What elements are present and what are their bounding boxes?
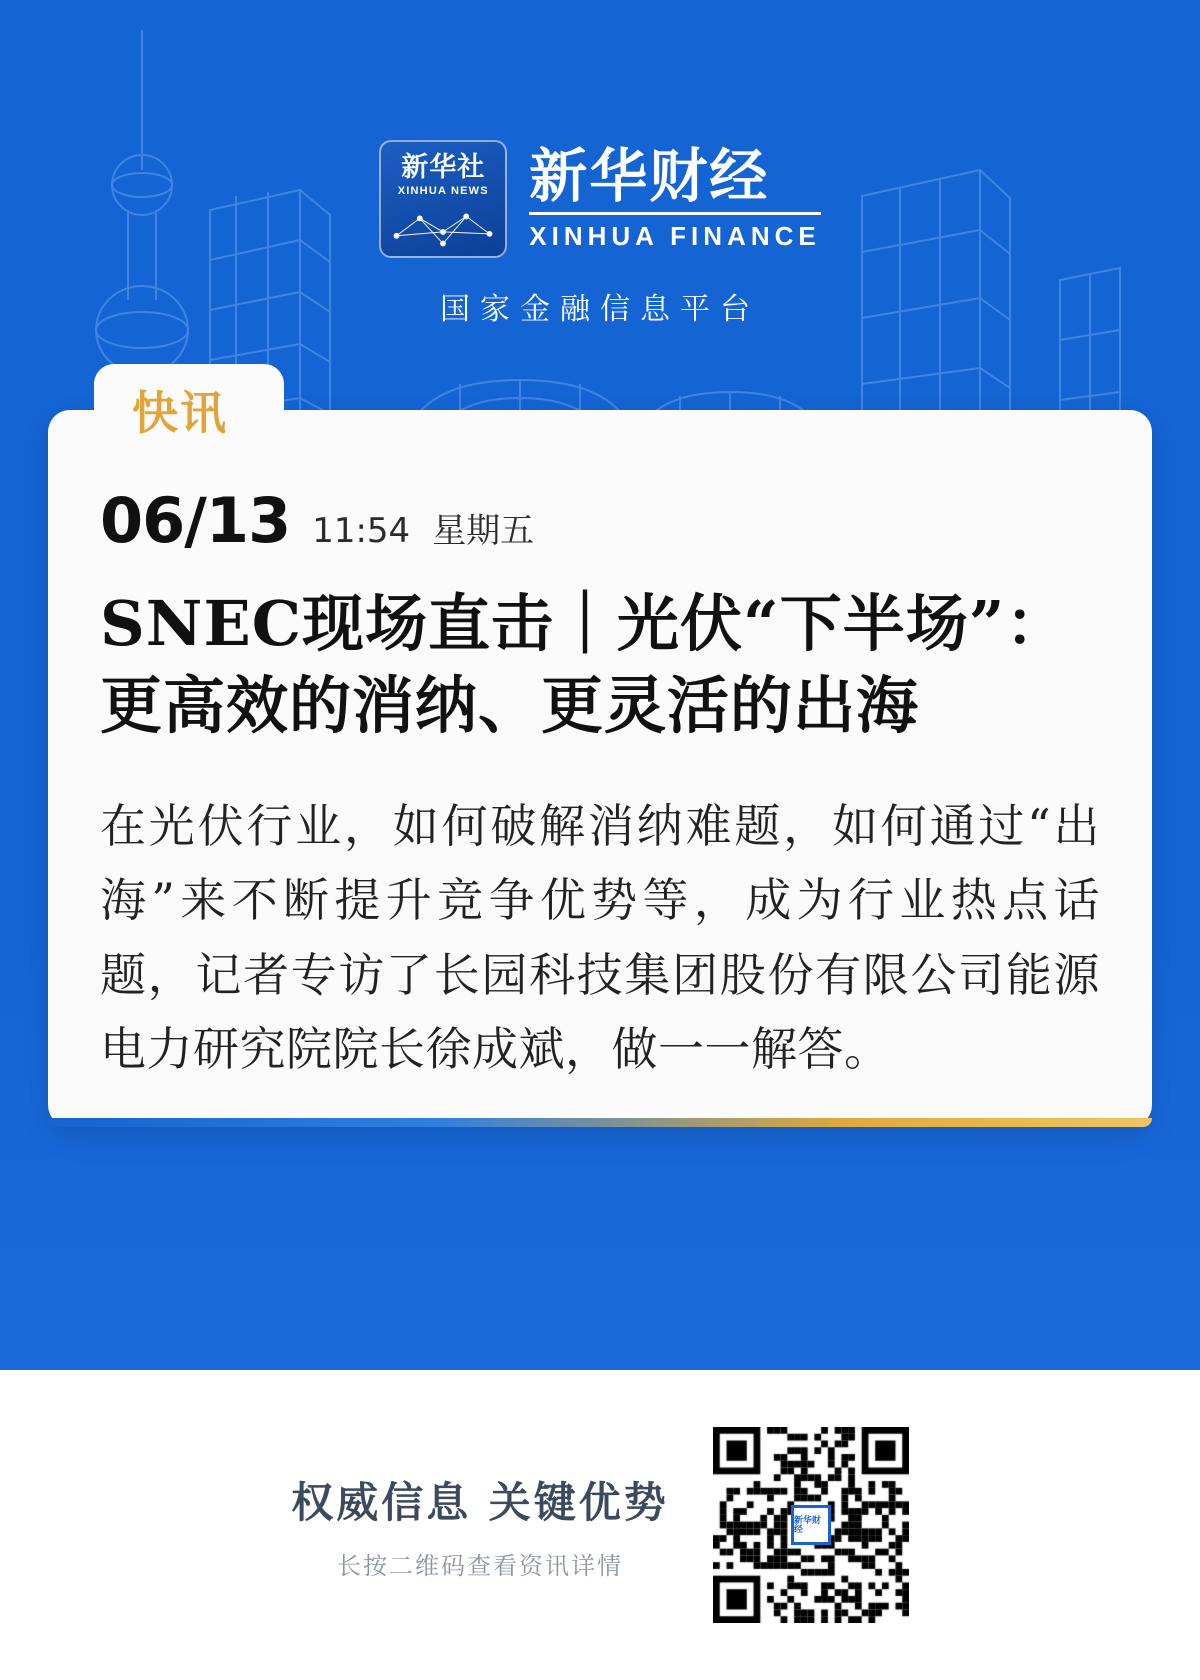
- headline: SNEC现场直击｜光伏“下半场”：更高效的消纳、更灵活的出海: [100, 587, 1069, 742]
- footer: [0, 1370, 1200, 1680]
- logo-badge-cn: 新华社: [401, 152, 486, 182]
- footer-text-block: [291, 1470, 669, 1581]
- flash-tag-label: 快讯: [132, 386, 228, 440]
- xinhua-finance-wordmark: [529, 141, 821, 253]
- wordmark-cn: 新华财经: [529, 141, 770, 210]
- qr-code[interactable]: [713, 1427, 909, 1623]
- logo-badge-en: XINHUA NEWS: [397, 185, 489, 197]
- publish-weekday: 星期五: [432, 512, 535, 550]
- card-content: [48, 410, 1152, 1087]
- logo-row: [0, 140, 1200, 258]
- summary-text: 在光伏行业，如何破解消纳难题，如何通过“出海”来不断提升竞争优势等，成为行业热点话题，记者专访了长园科技集团股份有限公司能源电力研究院院长徐成斌，做一一解答。: [100, 798, 1100, 1077]
- datetime-row: [100, 484, 1100, 557]
- qr-center-logo: 新华财经: [791, 1505, 831, 1545]
- news-card: [48, 386, 1152, 1127]
- network-icon: [381, 206, 505, 252]
- wordmark-en: XINHUA FINANCE: [529, 212, 820, 252]
- brand-tagline: 国家金融信息平台: [440, 293, 760, 326]
- xinhua-news-logo: [379, 140, 507, 258]
- brand-header: [0, 140, 1200, 328]
- publish-date: 06/13: [100, 484, 291, 557]
- card-accent-bar: [48, 1118, 1152, 1127]
- footer-subtitle: 长按二维码查看资讯详情: [337, 1552, 623, 1580]
- flash-tag: [94, 364, 284, 456]
- footer-title: 权威信息 关键优势: [291, 1477, 669, 1527]
- publish-time: 11:54: [312, 511, 411, 551]
